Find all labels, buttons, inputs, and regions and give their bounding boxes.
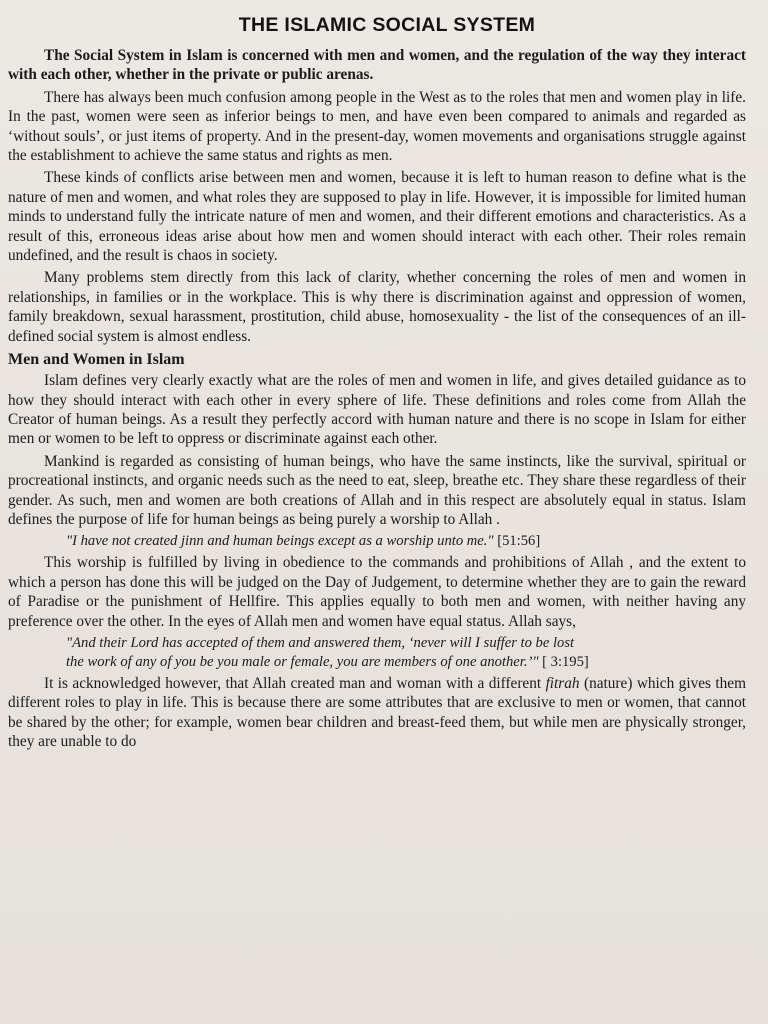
page-title: THE ISLAMIC SOCIAL SYSTEM xyxy=(238,14,536,36)
paragraph-after-quote: This worship is fulfilled by living in obedience to the commands and prohibitions of Allah , and the extent to which a person has done this will be judged on the Day of Judgement, to determine whether they are to gain the reward of Paradise or the punishment of Hellfire. This applies equally to both men and women, with neither having any preference over the other. In the eyes of Allah men and women have equal status. Allah says, xyxy=(8,554,746,630)
quote-reference: [ 3:195] xyxy=(538,653,589,670)
paragraph-intro-2: There has always been much confusion among people in the West as to the roles that men and women play in life. In the past, women were seen as inferior beings to men, and have even been compared to animals and regarded as ‘without souls’, or just items of property. And in the present-day, women movements and organisations struggle against the establishment to achieve the same status and rights as men. xyxy=(8,88,746,165)
paragraph-fitrah xyxy=(8,674,746,752)
quote-51-56 xyxy=(66,532,746,551)
term-fitrah: fitrah xyxy=(545,674,580,692)
quote-line-1: "And their Lord has accepted of them and answered them, ‘never will I suffer to be lost xyxy=(66,634,575,651)
quote-reference: [51:56] xyxy=(493,533,541,550)
paragraph-intro-1: The Social System in Islam is concerned with men and women, and the regulation of the way they interact with each other, whether in the private or public arenas. xyxy=(8,47,746,84)
paragraph-fitrah-after: (nature) which gives them different roles to play in life. This is because there are some attributes that are exclusive to men or women, that cannot be shared by the other; for example, women bear children and breast-feed them, but while men are physically stronger, they are unable to do xyxy=(8,674,746,751)
paragraph-intro-4: Many problems stem directly from this lack of clarity, whether concerning the roles of men and women in relationships, in families or in the workplace. This is why there is discrimination against and oppression of women, family breakdown, sexual harassment, prostitution, child abuse, homosexuality - the list of the consequences of an ill-defined social system is almost endless. xyxy=(8,269,746,345)
paragraph-intro-3: These kinds of conflicts arise between men and women, because it is left to human reason to define what is the nature of men and women, and what roles they are supposed to play in life. However, it is impossible for limited human minds to understand fully the intricate nature of men and women, and their different emotions and characteristics. As a result of this, erroneous ideas arise about how men and women should interact with each other. Their roles remain undefined, and the result is chaos in society. xyxy=(8,169,746,265)
section-heading: Men and Women in Islam xyxy=(8,351,185,369)
quote-line-2 xyxy=(66,653,686,672)
quote-3-195 xyxy=(66,634,686,672)
paragraph-section-1: Islam defines very clearly exactly what are the roles of men and women in life, and gives detailed guidance as to how they should interact with each other in every sphere of life. These definitions and roles come from Allah the Creator of human beings. As a result they perfectly accord with human nature and there is no scope in Islam for either men or women to be left to oppress or discriminate against each other. xyxy=(8,372,746,448)
quote-text: "I have not created jinn and human beings except as a worship unto me." xyxy=(66,533,494,550)
paragraph-section-2: Mankind is regarded as consisting of human beings, who have the same instincts, like the survival, spiritual or procreational instincts, and organic needs such as the need to eat, sleep, breathe etc. They share these regardless of their gender. As such, men and women are both creations of Allah and in this respect are absolutely equal in status. Islam defines the purpose of life for human beings as being purely a worship to Allah . xyxy=(8,452,746,528)
paragraph-fitrah-before: It is acknowledged however, that Allah created man and woman with a different xyxy=(44,674,546,692)
quote-line-2-text: the work of any of you be you male or female, you are members of one another.’" xyxy=(66,653,539,670)
